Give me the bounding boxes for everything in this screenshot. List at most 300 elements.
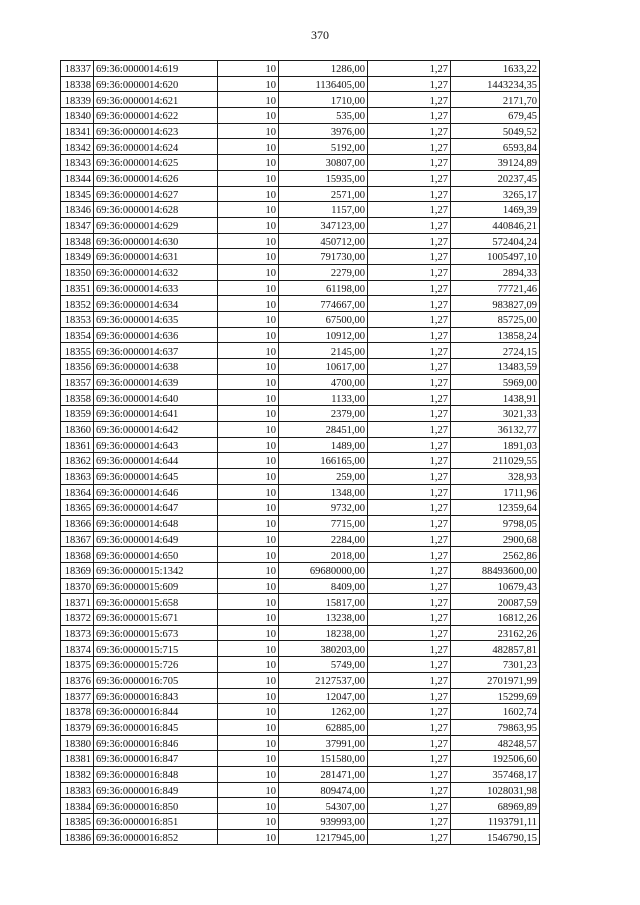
category-code-cell: 10 bbox=[218, 374, 279, 390]
row-number-cell: 18363 bbox=[61, 468, 94, 484]
coefficient-cell: 1,27 bbox=[368, 202, 451, 218]
table-row bbox=[61, 123, 540, 139]
table-row bbox=[61, 421, 540, 437]
category-code-cell: 10 bbox=[218, 688, 279, 704]
value-cell: 983827,09 bbox=[451, 296, 540, 312]
category-code-cell: 10 bbox=[218, 76, 279, 92]
row-number-cell: 18380 bbox=[61, 735, 94, 751]
cadastral-number-cell: 69:36:0000015:715 bbox=[94, 641, 218, 657]
cadastral-number-cell: 69:36:0000014:631 bbox=[94, 249, 218, 265]
table-row bbox=[61, 782, 540, 798]
category-code-cell: 10 bbox=[218, 453, 279, 469]
cadastral-number-cell: 69:36:0000014:635 bbox=[94, 312, 218, 328]
category-code-cell: 10 bbox=[218, 296, 279, 312]
coefficient-cell: 1,27 bbox=[368, 829, 451, 845]
table-row bbox=[61, 170, 540, 186]
area-cell: 939993,00 bbox=[279, 814, 368, 830]
category-code-cell: 10 bbox=[218, 704, 279, 720]
category-code-cell: 10 bbox=[218, 249, 279, 265]
coefficient-cell: 1,27 bbox=[368, 453, 451, 469]
area-cell: 2018,00 bbox=[279, 547, 368, 563]
row-number-cell: 18354 bbox=[61, 327, 94, 343]
coefficient-cell: 1,27 bbox=[368, 359, 451, 375]
value-cell: 1469,39 bbox=[451, 202, 540, 218]
table-row bbox=[61, 249, 540, 265]
category-code-cell: 10 bbox=[218, 421, 279, 437]
category-code-cell: 10 bbox=[218, 61, 279, 77]
coefficient-cell: 1,27 bbox=[368, 437, 451, 453]
table-row bbox=[61, 61, 540, 77]
value-cell: 13483,59 bbox=[451, 359, 540, 375]
row-number-cell: 18342 bbox=[61, 139, 94, 155]
row-number-cell: 18375 bbox=[61, 657, 94, 673]
table-row bbox=[61, 186, 540, 202]
table-row bbox=[61, 327, 540, 343]
value-cell: 1438,91 bbox=[451, 390, 540, 406]
table-row bbox=[61, 547, 540, 563]
area-cell: 10617,00 bbox=[279, 359, 368, 375]
area-cell: 54307,00 bbox=[279, 798, 368, 814]
coefficient-cell: 1,27 bbox=[368, 390, 451, 406]
coefficient-cell: 1,27 bbox=[368, 578, 451, 594]
value-cell: 12359,64 bbox=[451, 500, 540, 516]
value-cell: 2900,68 bbox=[451, 531, 540, 547]
row-number-cell: 18360 bbox=[61, 421, 94, 437]
table-row bbox=[61, 453, 540, 469]
value-cell: 1028031,98 bbox=[451, 782, 540, 798]
table-row bbox=[61, 92, 540, 108]
table-row bbox=[61, 484, 540, 500]
value-cell: 77721,46 bbox=[451, 280, 540, 296]
table-row bbox=[61, 343, 540, 359]
category-code-cell: 10 bbox=[218, 751, 279, 767]
table-row bbox=[61, 751, 540, 767]
row-number-cell: 18371 bbox=[61, 594, 94, 610]
category-code-cell: 10 bbox=[218, 327, 279, 343]
row-number-cell: 18359 bbox=[61, 406, 94, 422]
value-cell: 192506,60 bbox=[451, 751, 540, 767]
area-cell: 62885,00 bbox=[279, 719, 368, 735]
row-number-cell: 18365 bbox=[61, 500, 94, 516]
area-cell: 535,00 bbox=[279, 108, 368, 124]
area-cell: 5749,00 bbox=[279, 657, 368, 673]
row-number-cell: 18339 bbox=[61, 92, 94, 108]
cadastral-number-cell: 69:36:0000014:629 bbox=[94, 217, 218, 233]
value-cell: 2171,70 bbox=[451, 92, 540, 108]
cadastral-number-cell: 69:36:0000014:650 bbox=[94, 547, 218, 563]
value-cell: 9798,05 bbox=[451, 515, 540, 531]
category-code-cell: 10 bbox=[218, 798, 279, 814]
category-code-cell: 10 bbox=[218, 641, 279, 657]
coefficient-cell: 1,27 bbox=[368, 327, 451, 343]
category-code-cell: 10 bbox=[218, 657, 279, 673]
area-cell: 2571,00 bbox=[279, 186, 368, 202]
value-cell: 2894,33 bbox=[451, 264, 540, 280]
value-cell: 88493600,00 bbox=[451, 563, 540, 579]
value-cell: 1443234,35 bbox=[451, 76, 540, 92]
category-code-cell: 10 bbox=[218, 829, 279, 845]
cadastral-number-cell: 69:36:0000014:632 bbox=[94, 264, 218, 280]
table-row bbox=[61, 374, 540, 390]
coefficient-cell: 1,27 bbox=[368, 594, 451, 610]
cadastral-number-cell: 69:36:0000014:622 bbox=[94, 108, 218, 124]
category-code-cell: 10 bbox=[218, 531, 279, 547]
category-code-cell: 10 bbox=[218, 814, 279, 830]
row-number-cell: 18343 bbox=[61, 155, 94, 171]
category-code-cell: 10 bbox=[218, 123, 279, 139]
category-code-cell: 10 bbox=[218, 186, 279, 202]
table-row bbox=[61, 202, 540, 218]
category-code-cell: 10 bbox=[218, 500, 279, 516]
cadastral-number-cell: 69:36:0000016:846 bbox=[94, 735, 218, 751]
table-row bbox=[61, 312, 540, 328]
category-code-cell: 10 bbox=[218, 202, 279, 218]
coefficient-cell: 1,27 bbox=[368, 547, 451, 563]
table-row bbox=[61, 578, 540, 594]
coefficient-cell: 1,27 bbox=[368, 641, 451, 657]
category-code-cell: 10 bbox=[218, 359, 279, 375]
row-number-cell: 18368 bbox=[61, 547, 94, 563]
coefficient-cell: 1,27 bbox=[368, 249, 451, 265]
table-row bbox=[61, 657, 540, 673]
table-row bbox=[61, 594, 540, 610]
value-cell: 36132,77 bbox=[451, 421, 540, 437]
row-number-cell: 18357 bbox=[61, 374, 94, 390]
category-code-cell: 10 bbox=[218, 343, 279, 359]
cadastral-number-cell: 69:36:0000015:671 bbox=[94, 610, 218, 626]
value-cell: 1005497,10 bbox=[451, 249, 540, 265]
category-code-cell: 10 bbox=[218, 578, 279, 594]
row-number-cell: 18346 bbox=[61, 202, 94, 218]
area-cell: 1157,00 bbox=[279, 202, 368, 218]
area-cell: 2127537,00 bbox=[279, 672, 368, 688]
category-code-cell: 10 bbox=[218, 735, 279, 751]
cadastral-number-cell: 69:36:0000015:1342 bbox=[94, 563, 218, 579]
coefficient-cell: 1,27 bbox=[368, 814, 451, 830]
value-cell: 572404,24 bbox=[451, 233, 540, 249]
cadastral-number-cell: 69:36:0000016:848 bbox=[94, 766, 218, 782]
table-row bbox=[61, 437, 540, 453]
value-cell: 2562,86 bbox=[451, 547, 540, 563]
row-number-cell: 18370 bbox=[61, 578, 94, 594]
category-code-cell: 10 bbox=[218, 547, 279, 563]
row-number-cell: 18351 bbox=[61, 280, 94, 296]
row-number-cell: 18338 bbox=[61, 76, 94, 92]
table-row bbox=[61, 155, 540, 171]
table-row bbox=[61, 766, 540, 782]
cadastral-number-cell: 69:36:0000014:639 bbox=[94, 374, 218, 390]
category-code-cell: 10 bbox=[218, 719, 279, 735]
value-cell: 211029,55 bbox=[451, 453, 540, 469]
cadastral-number-cell: 69:36:0000014:641 bbox=[94, 406, 218, 422]
row-number-cell: 18352 bbox=[61, 296, 94, 312]
area-cell: 1217945,00 bbox=[279, 829, 368, 845]
cadastral-number-cell: 69:36:0000016:847 bbox=[94, 751, 218, 767]
category-code-cell: 10 bbox=[218, 155, 279, 171]
category-code-cell: 10 bbox=[218, 437, 279, 453]
row-number-cell: 18377 bbox=[61, 688, 94, 704]
value-cell: 3021,33 bbox=[451, 406, 540, 422]
cadastral-number-cell: 69:36:0000016:843 bbox=[94, 688, 218, 704]
row-number-cell: 18379 bbox=[61, 719, 94, 735]
area-cell: 37991,00 bbox=[279, 735, 368, 751]
coefficient-cell: 1,27 bbox=[368, 500, 451, 516]
category-code-cell: 10 bbox=[218, 484, 279, 500]
value-cell: 68969,89 bbox=[451, 798, 540, 814]
coefficient-cell: 1,27 bbox=[368, 155, 451, 171]
table-row bbox=[61, 233, 540, 249]
area-cell: 67500,00 bbox=[279, 312, 368, 328]
area-cell: 9732,00 bbox=[279, 500, 368, 516]
value-cell: 23162,26 bbox=[451, 625, 540, 641]
area-cell: 4700,00 bbox=[279, 374, 368, 390]
value-cell: 357468,17 bbox=[451, 766, 540, 782]
table-row bbox=[61, 688, 540, 704]
table-row bbox=[61, 610, 540, 626]
value-cell: 2724,15 bbox=[451, 343, 540, 359]
value-cell: 328,93 bbox=[451, 468, 540, 484]
area-cell: 30807,00 bbox=[279, 155, 368, 171]
table-row bbox=[61, 390, 540, 406]
coefficient-cell: 1,27 bbox=[368, 704, 451, 720]
cadastral-number-cell: 69:36:0000014:626 bbox=[94, 170, 218, 186]
area-cell: 15817,00 bbox=[279, 594, 368, 610]
area-cell: 61198,00 bbox=[279, 280, 368, 296]
category-code-cell: 10 bbox=[218, 233, 279, 249]
area-cell: 347123,00 bbox=[279, 217, 368, 233]
cadastral-number-cell: 69:36:0000014:634 bbox=[94, 296, 218, 312]
cadastral-number-cell: 69:36:0000014:630 bbox=[94, 233, 218, 249]
value-cell: 7301,23 bbox=[451, 657, 540, 673]
cadastral-number-cell: 69:36:0000016:845 bbox=[94, 719, 218, 735]
cadastral-number-cell: 69:36:0000014:644 bbox=[94, 453, 218, 469]
value-cell: 79863,95 bbox=[451, 719, 540, 735]
cadastral-number-cell: 69:36:0000014:624 bbox=[94, 139, 218, 155]
area-cell: 1262,00 bbox=[279, 704, 368, 720]
area-cell: 259,00 bbox=[279, 468, 368, 484]
area-cell: 8409,00 bbox=[279, 578, 368, 594]
row-number-cell: 18349 bbox=[61, 249, 94, 265]
table-row bbox=[61, 798, 540, 814]
value-cell: 5049,52 bbox=[451, 123, 540, 139]
value-cell: 1633,22 bbox=[451, 61, 540, 77]
row-number-cell: 18369 bbox=[61, 563, 94, 579]
table-row bbox=[61, 704, 540, 720]
value-cell: 10679,43 bbox=[451, 578, 540, 594]
area-cell: 28451,00 bbox=[279, 421, 368, 437]
coefficient-cell: 1,27 bbox=[368, 76, 451, 92]
cadastral-number-cell: 69:36:0000014:636 bbox=[94, 327, 218, 343]
category-code-cell: 10 bbox=[218, 139, 279, 155]
coefficient-cell: 1,27 bbox=[368, 296, 451, 312]
coefficient-cell: 1,27 bbox=[368, 672, 451, 688]
row-number-cell: 18367 bbox=[61, 531, 94, 547]
cadastral-number-cell: 69:36:0000016:850 bbox=[94, 798, 218, 814]
value-cell: 1711,96 bbox=[451, 484, 540, 500]
row-number-cell: 18344 bbox=[61, 170, 94, 186]
coefficient-cell: 1,27 bbox=[368, 61, 451, 77]
table-row bbox=[61, 531, 540, 547]
category-code-cell: 10 bbox=[218, 515, 279, 531]
cadastral-number-cell: 69:36:0000014:643 bbox=[94, 437, 218, 453]
category-code-cell: 10 bbox=[218, 406, 279, 422]
cadastral-number-cell: 69:36:0000014:638 bbox=[94, 359, 218, 375]
coefficient-cell: 1,27 bbox=[368, 421, 451, 437]
coefficient-cell: 1,27 bbox=[368, 186, 451, 202]
value-cell: 440846,21 bbox=[451, 217, 540, 233]
table-row bbox=[61, 641, 540, 657]
category-code-cell: 10 bbox=[218, 610, 279, 626]
row-number-cell: 18348 bbox=[61, 233, 94, 249]
value-cell: 48248,57 bbox=[451, 735, 540, 751]
cadastral-number-cell: 69:36:0000014:647 bbox=[94, 500, 218, 516]
cadastral-value-table bbox=[60, 60, 540, 845]
row-number-cell: 18347 bbox=[61, 217, 94, 233]
area-cell: 151580,00 bbox=[279, 751, 368, 767]
value-cell: 1193791,11 bbox=[451, 814, 540, 830]
cadastral-number-cell: 69:36:0000014:623 bbox=[94, 123, 218, 139]
area-cell: 809474,00 bbox=[279, 782, 368, 798]
coefficient-cell: 1,27 bbox=[368, 688, 451, 704]
cadastral-number-cell: 69:36:0000014:619 bbox=[94, 61, 218, 77]
coefficient-cell: 1,27 bbox=[368, 782, 451, 798]
table-row bbox=[61, 814, 540, 830]
area-cell: 1348,00 bbox=[279, 484, 368, 500]
page-number: 370 bbox=[311, 28, 329, 42]
coefficient-cell: 1,27 bbox=[368, 233, 451, 249]
cadastral-number-cell: 69:36:0000014:633 bbox=[94, 280, 218, 296]
cadastral-number-cell: 69:36:0000015:673 bbox=[94, 625, 218, 641]
table-row bbox=[61, 139, 540, 155]
area-cell: 1489,00 bbox=[279, 437, 368, 453]
cadastral-number-cell: 69:36:0000016:851 bbox=[94, 814, 218, 830]
area-cell: 2145,00 bbox=[279, 343, 368, 359]
coefficient-cell: 1,27 bbox=[368, 217, 451, 233]
table-row bbox=[61, 672, 540, 688]
table-row bbox=[61, 515, 540, 531]
area-cell: 7715,00 bbox=[279, 515, 368, 531]
cadastral-number-cell: 69:36:0000016:844 bbox=[94, 704, 218, 720]
table-row bbox=[61, 735, 540, 751]
row-number-cell: 18350 bbox=[61, 264, 94, 280]
coefficient-cell: 1,27 bbox=[368, 657, 451, 673]
category-code-cell: 10 bbox=[218, 264, 279, 280]
value-cell: 1602,74 bbox=[451, 704, 540, 720]
category-code-cell: 10 bbox=[218, 280, 279, 296]
cadastral-number-cell: 69:36:0000016:705 bbox=[94, 672, 218, 688]
table-row bbox=[61, 108, 540, 124]
value-cell: 13858,24 bbox=[451, 327, 540, 343]
cadastral-number-cell: 69:36:0000015:609 bbox=[94, 578, 218, 594]
table-body bbox=[61, 61, 540, 845]
row-number-cell: 18373 bbox=[61, 625, 94, 641]
table-row bbox=[61, 264, 540, 280]
row-number-cell: 18378 bbox=[61, 704, 94, 720]
row-number-cell: 18345 bbox=[61, 186, 94, 202]
category-code-cell: 10 bbox=[218, 108, 279, 124]
table-row bbox=[61, 719, 540, 735]
coefficient-cell: 1,27 bbox=[368, 468, 451, 484]
cadastral-number-cell: 69:36:0000016:849 bbox=[94, 782, 218, 798]
category-code-cell: 10 bbox=[218, 625, 279, 641]
value-cell: 2701971,99 bbox=[451, 672, 540, 688]
coefficient-cell: 1,27 bbox=[368, 610, 451, 626]
area-cell: 1133,00 bbox=[279, 390, 368, 406]
area-cell: 10912,00 bbox=[279, 327, 368, 343]
category-code-cell: 10 bbox=[218, 92, 279, 108]
cadastral-number-cell: 69:36:0000015:726 bbox=[94, 657, 218, 673]
cadastral-number-cell: 69:36:0000014:648 bbox=[94, 515, 218, 531]
coefficient-cell: 1,27 bbox=[368, 563, 451, 579]
table-row bbox=[61, 280, 540, 296]
area-cell: 69680000,00 bbox=[279, 563, 368, 579]
area-cell: 13238,00 bbox=[279, 610, 368, 626]
table-row bbox=[61, 468, 540, 484]
row-number-cell: 18362 bbox=[61, 453, 94, 469]
category-code-cell: 10 bbox=[218, 217, 279, 233]
coefficient-cell: 1,27 bbox=[368, 515, 451, 531]
coefficient-cell: 1,27 bbox=[368, 123, 451, 139]
area-cell: 15935,00 bbox=[279, 170, 368, 186]
value-cell: 20237,45 bbox=[451, 170, 540, 186]
table-row bbox=[61, 563, 540, 579]
row-number-cell: 18382 bbox=[61, 766, 94, 782]
coefficient-cell: 1,27 bbox=[368, 751, 451, 767]
cadastral-number-cell: 69:36:0000014:625 bbox=[94, 155, 218, 171]
area-cell: 1710,00 bbox=[279, 92, 368, 108]
value-cell: 85725,00 bbox=[451, 312, 540, 328]
cadastral-number-cell: 69:36:0000014:637 bbox=[94, 343, 218, 359]
cadastral-number-cell: 69:36:0000014:620 bbox=[94, 76, 218, 92]
category-code-cell: 10 bbox=[218, 170, 279, 186]
cadastral-number-cell: 69:36:0000014:627 bbox=[94, 186, 218, 202]
row-number-cell: 18376 bbox=[61, 672, 94, 688]
area-cell: 1286,00 bbox=[279, 61, 368, 77]
coefficient-cell: 1,27 bbox=[368, 374, 451, 390]
cadastral-number-cell: 69:36:0000014:640 bbox=[94, 390, 218, 406]
coefficient-cell: 1,27 bbox=[368, 108, 451, 124]
category-code-cell: 10 bbox=[218, 563, 279, 579]
row-number-cell: 18372 bbox=[61, 610, 94, 626]
table-row bbox=[61, 500, 540, 516]
row-number-cell: 18364 bbox=[61, 484, 94, 500]
coefficient-cell: 1,27 bbox=[368, 531, 451, 547]
value-cell: 39124,89 bbox=[451, 155, 540, 171]
value-cell: 679,45 bbox=[451, 108, 540, 124]
coefficient-cell: 1,27 bbox=[368, 719, 451, 735]
table-row bbox=[61, 625, 540, 641]
category-code-cell: 10 bbox=[218, 766, 279, 782]
coefficient-cell: 1,27 bbox=[368, 343, 451, 359]
value-cell: 16812,26 bbox=[451, 610, 540, 626]
coefficient-cell: 1,27 bbox=[368, 625, 451, 641]
value-cell: 482857,81 bbox=[451, 641, 540, 657]
coefficient-cell: 1,27 bbox=[368, 766, 451, 782]
row-number-cell: 18361 bbox=[61, 437, 94, 453]
row-number-cell: 18355 bbox=[61, 343, 94, 359]
cadastral-number-cell: 69:36:0000014:621 bbox=[94, 92, 218, 108]
value-cell: 3265,17 bbox=[451, 186, 540, 202]
coefficient-cell: 1,27 bbox=[368, 170, 451, 186]
area-cell: 281471,00 bbox=[279, 766, 368, 782]
coefficient-cell: 1,27 bbox=[368, 139, 451, 155]
area-cell: 18238,00 bbox=[279, 625, 368, 641]
coefficient-cell: 1,27 bbox=[368, 264, 451, 280]
category-code-cell: 10 bbox=[218, 672, 279, 688]
table-row bbox=[61, 359, 540, 375]
cadastral-number-cell: 69:36:0000014:649 bbox=[94, 531, 218, 547]
area-cell: 450712,00 bbox=[279, 233, 368, 249]
